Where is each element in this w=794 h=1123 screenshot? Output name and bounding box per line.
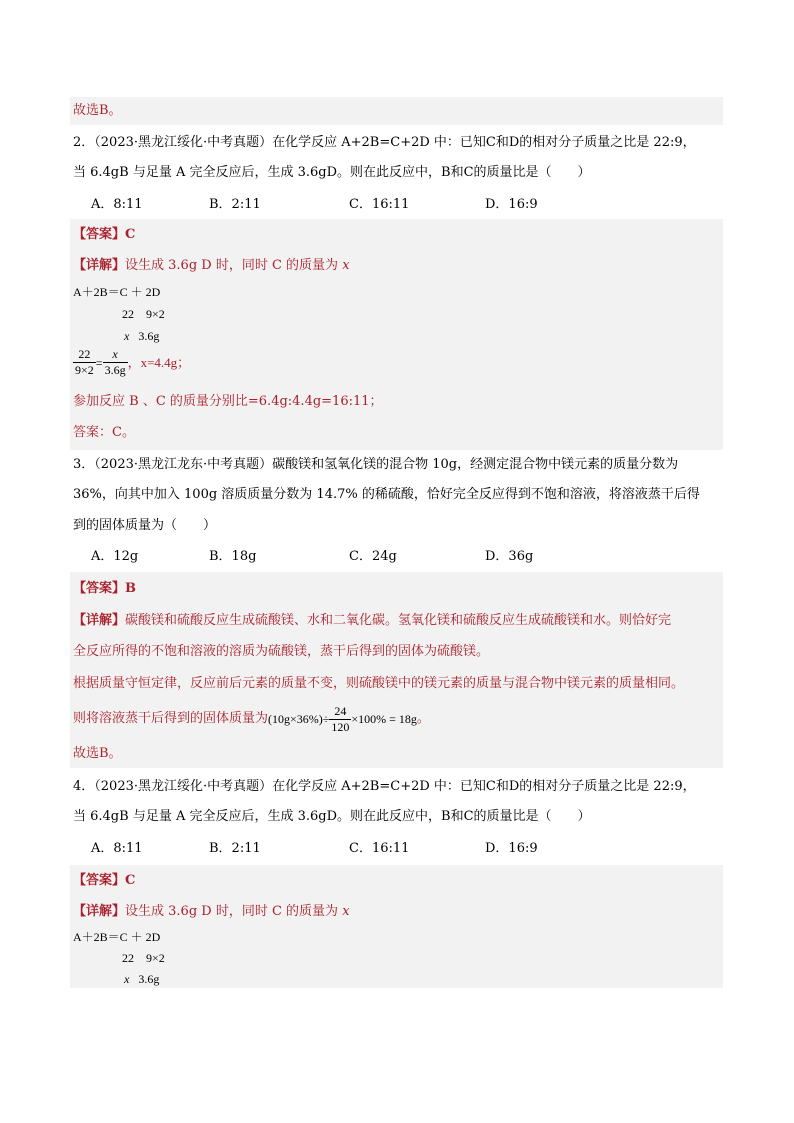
q2-stem-line1: 2．（2023·黑龙江绥化·中考真题）在化学反应 A+2B=C+2D 中：已知C和D的相对分子质量之比是 22:9， xyxy=(73,135,696,150)
detail-tag: 【详解】 xyxy=(73,904,126,919)
q3-option-d: D．36g xyxy=(485,549,534,564)
q4-stem-line1: 4．（2023·黑龙江绥化·中考真题）在化学反应 A+2B=C+2D 中：已知C和D的相对分子质量之比是 22:9， xyxy=(73,779,696,794)
q3-option-c: C．24g xyxy=(349,549,397,564)
q4-equation-row1: A＋2B＝C ＋ 2D xyxy=(73,930,161,944)
q2-equation-row2: 22 9×2 xyxy=(122,307,165,321)
fraction-left: $\frac{22}{9\times 2}$ xyxy=(75,347,94,377)
q3-detail-line2: 全反应所得的不饱和溶液的溶质为硫酸镁，蒸干后得到的固体为硫酸镁。 xyxy=(73,644,490,659)
q2-option-d: D．16:9 xyxy=(485,197,538,212)
q2-equation-row3 xyxy=(124,328,159,344)
q2-ratio-line: 参加反应 B 、C 的质量分别比=6.4g:4.4g=16:11； xyxy=(73,394,383,409)
calc-expression: (10g×36%)÷ xyxy=(268,712,330,726)
q1-final-line: 故选B。 xyxy=(73,103,122,118)
variable-x: x xyxy=(124,972,130,986)
variable-x: x xyxy=(124,329,130,343)
mass-value: 3.6g xyxy=(138,972,160,986)
answer-tag: 【答案】 xyxy=(73,873,126,888)
calc-tail: ×100% = 18g xyxy=(351,712,417,726)
q2-stem-line2: 当 6.4gB 与足量 A 完全反应后，生成 3.6gD。则在此反应中，B和C的质量比是（ ） xyxy=(73,165,591,180)
q2-option-b: B．2:11 xyxy=(209,197,261,212)
q4-equation-row3 xyxy=(124,971,159,987)
q2-final-line: 答案：C。 xyxy=(73,425,135,440)
q3-stem-line1: 3．（2023·黑龙江龙东·中考真题）碳酸镁和氢氧化镁的混合物 10g，经测定混合物中镁元素的质量分数为 xyxy=(73,457,679,472)
proportion-result: ，x=4.4g； xyxy=(127,354,191,370)
answer-block-q1 xyxy=(70,97,723,125)
answer-value: B xyxy=(125,581,137,596)
q3-stem-line3: 到的固体质量为（ ） xyxy=(73,518,217,533)
q4-option-d: D．16:9 xyxy=(485,841,538,856)
q3-calc-line xyxy=(73,702,430,737)
q2-answer xyxy=(73,226,135,244)
q3-answer xyxy=(73,580,136,598)
q4-detail xyxy=(73,903,350,921)
fraction-right: $\frac{x}{3.6g}$ xyxy=(104,347,126,377)
q2-equation-row1: A＋2B＝C ＋ 2D xyxy=(73,285,161,299)
calc-prefix: 则将溶液蒸干后得到的固体质量为 xyxy=(73,711,269,726)
variable-x: x xyxy=(342,258,350,273)
q4-equation-row2: 22 9×2 xyxy=(122,951,165,965)
detail-text: 碳酸镁和硫酸反应生成硫酸镁、水和二氧化碳。氢氧化镁和硫酸反应生成硫酸镁和水。则恰好完 xyxy=(125,613,672,628)
answer-value: C xyxy=(125,873,136,888)
detail-text: 设生成 3.6g D 时，同时 C 的质量为 xyxy=(125,904,343,919)
q3-detail-line3: 根据质量守恒定律，反应前后元素的质量不变，则硫酸镁中的镁元素的质量与混合物中镁元素的质量相同。 xyxy=(73,676,685,691)
q2-proportion xyxy=(73,347,190,378)
mass-value: 3.6g xyxy=(138,329,160,343)
answer-block-q4 xyxy=(70,865,723,988)
calc-fraction: $\frac{24}{120}$ xyxy=(331,703,350,734)
q2-detail xyxy=(73,257,350,275)
calc-end: 。 xyxy=(416,711,430,726)
answer-value: C xyxy=(125,227,136,242)
q3-option-a: A．12g xyxy=(91,549,139,564)
q3-stem-line2: 36%，向其中加入 100g 溶质质量分数为 14.7% 的稀硫酸，恰好完全反应得到不饱和溶液，将溶液蒸干后得 xyxy=(73,487,700,502)
detail-text: 设生成 3.6g D 时，同时 C 的质量为 xyxy=(125,258,343,273)
variable-x: x xyxy=(342,904,350,919)
q4-option-a: A．8:11 xyxy=(91,841,143,856)
answer-block-q3 xyxy=(70,572,723,768)
equals-sign: = xyxy=(95,355,103,370)
q3-final-line: 故选B。 xyxy=(73,746,122,761)
q4-answer xyxy=(73,872,135,890)
answer-tag: 【答案】 xyxy=(73,227,126,242)
answer-block-q2 xyxy=(70,219,723,450)
detail-tag: 【详解】 xyxy=(73,258,126,273)
q4-option-c: C．16:11 xyxy=(349,841,410,856)
detail-tag: 【详解】 xyxy=(73,613,126,628)
q4-stem-line2: 当 6.4gB 与足量 A 完全反应后，生成 3.6gD。则在此反应中，B和C的质量比是（ ） xyxy=(73,809,591,824)
answer-tag: 【答案】 xyxy=(73,581,126,596)
q2-option-a: A．8:11 xyxy=(91,197,143,212)
q2-option-c: C．16:11 xyxy=(349,197,410,212)
q3-detail-line1 xyxy=(73,612,671,630)
q4-option-b: B．2:11 xyxy=(209,841,261,856)
q3-option-b: B．18g xyxy=(209,549,257,564)
